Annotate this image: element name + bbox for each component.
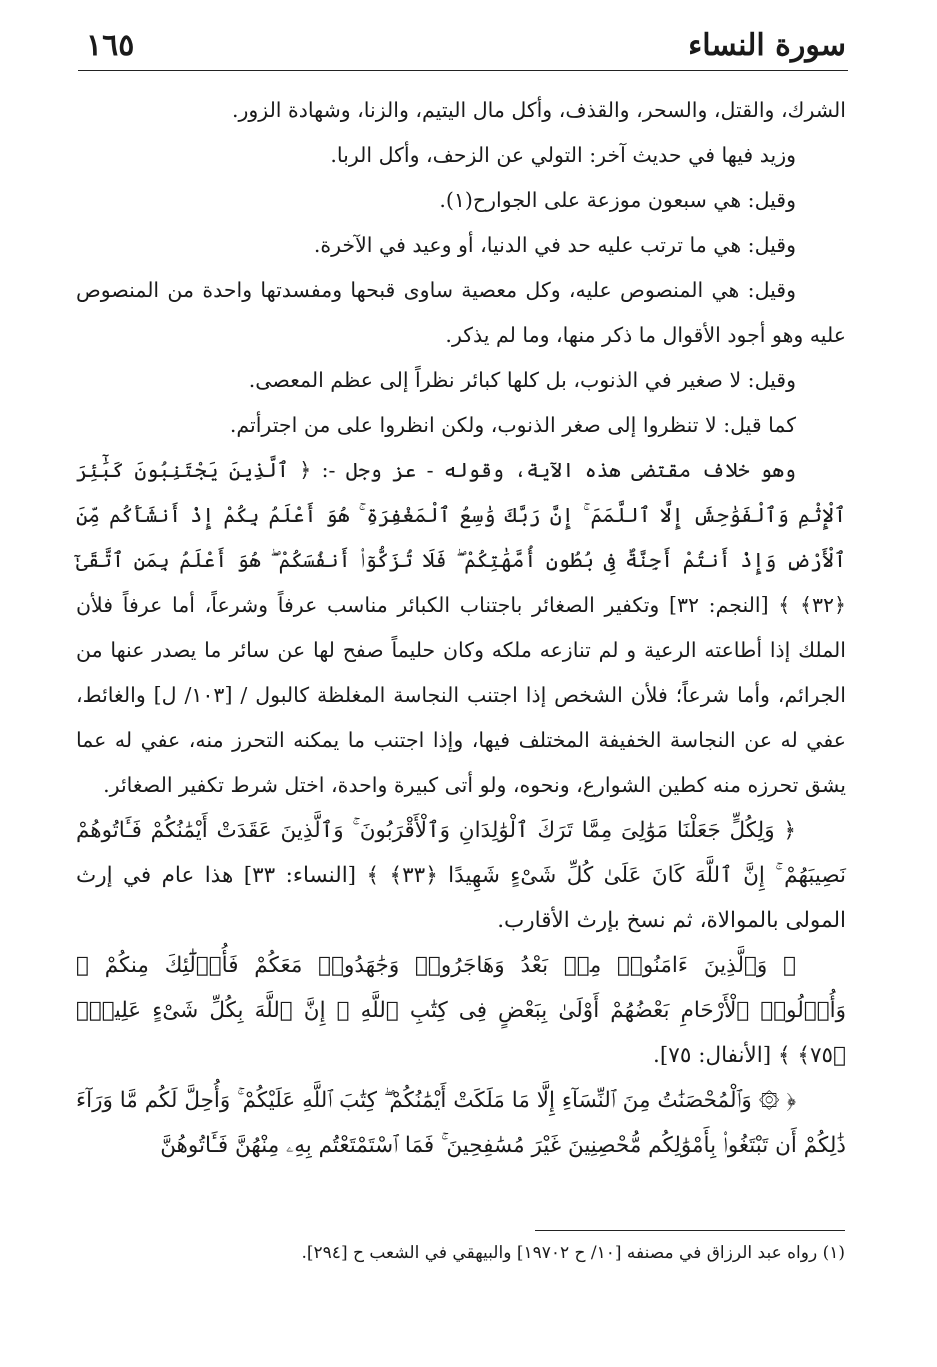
page-body xyxy=(76,88,846,1168)
paragraph-kabair-list: الشرك، والقتل، والسحر، والقذف، وأكل مال اليتيم، والزنا، وشهادة الزور. xyxy=(231,98,846,122)
paragraph-nisa-33: ﴿ وَلِكُلٍّ جَعَلْنَا مَوَٰلِىَ مِمَّا تَرَكَ ٱلْوَٰلِدَانِ وَٱلْأَقْرَبُونَ ۚ وَٱلَّذِينَ عَقَدَتْ أَيْمَٰنُكُمْ فَـَٔاتُوهُمْ نَصِيبَهُمْ ۚ إِنَّ ٱللَّهَ كَانَ عَلَىٰ كُلِّ شَىْءٍ شَهِيدًا ﴿٣٣﴾ ﴾ [النساء: ٣٣] هذا عام في إرث المولى بالموالاة، ثم نسخ بإرث الأقارب. xyxy=(76,818,846,933)
paragraph-anfal-75: ﴿ وَٱلَّذِينَ ءَامَنُوا۟ مِنۢ بَعْدُ وَهَاجَرُوا۟ وَجَٰهَدُوا۟ مَعَكُمْ فَأُو۟لَٰٓئِكَ مِنكُمْ ۚ وَأُو۟لُوا۟ ٱلْأَرْحَامِ بَعْضُهُمْ أَوْلَىٰ بِبَعْضٍ فِى كِتَٰبِ ٱللَّهِ ۗ إِنَّ ٱللَّهَ بِكُلِّ شَىْءٍ عَلِيمٌۢ ﴿٧٥﴾ ﴾ [الأنفال: ٧٥]. xyxy=(76,953,846,1068)
paragraph-seventy: وقيل: هي سبعون موزعة على الجوارح(١). xyxy=(439,188,796,212)
paragraph-hadd: وقيل: هي ما ترتب عليه حد في الدنيا، أو وعيد في الآخرة. xyxy=(313,233,796,257)
footnote-separator xyxy=(535,1230,845,1231)
page-number: ١٦٥ xyxy=(86,28,135,63)
paragraph-mansus: وقيل: هي المنصوص عليه، وكل معصية ساوى قبحها ومفسدتها واحدة من المنصوص عليه وهو أجود الأقوال ما ذكر منها، وما لم يذكر. xyxy=(76,278,846,347)
footnote: (١) رواه عبد الرزاق في مصنفه [١٠/ ح ١٩٧٠٢] والبيهقي في الشعب ح [٢٩٤]. xyxy=(301,1243,845,1263)
paragraph-nisa-24: ﴿ ۞ وَٱلْمُحْصَنَٰتُ مِنَ ٱلنِّسَآءِ إِلَّا مَا مَلَكَتْ أَيْمَٰنُكُمْ ۖ كِتَٰبَ ٱللَّهِ عَلَيْكُمْ ۚ وَأُحِلَّ لَكُم مَّا وَرَآءَ ذَٰلِكُمْ أَن تَبْتَغُوا۟ بِأَمْوَٰلِكُم مُّحْصِنِينَ غَيْرَ مُسَٰفِحِينَ ۚ فَمَا ٱسْتَمْتَعْتُم بِهِۦ مِنْهُنَّ فَـَٔاتُوهُنَّ xyxy=(76,1088,846,1158)
paragraph-added-hadith: وزيد فيها في حديث آخر: التولي عن الزحف، وأكل الربا. xyxy=(330,143,796,167)
paragraph-najm-verse: وهو خلاف مقتضى هذه الآية، وقوله - عز وجل -: ﴿ ٱلَّذِينَ يَجْتَنِبُونَ كَبَٰٓئِرَ ٱلْإِثْمِ وَٱلْفَوَٰحِشَ إِلَّا ٱللَّمَمَ ۚ إِنَّ رَبَّكَ وَٰسِعُ ٱلْمَغْفِرَةِ ۚ هُوَ أَعْلَمُ بِكُمْ إِذْ أَنشَأَكُم مِّنَ ٱلْأَرْضِ وَإِذْ أَنتُمْ أَجِنَّةٌ فِى بُطُونِ أُمَّهَٰتِكُمْ ۖ فَلَا تُزَكُّوٓا۟ أَنفُسَكُمْ ۖ هُوَ أَعْلَمُ بِمَنِ ٱتَّقَىٰٓ ﴿٣٢﴾ ﴾ [النجم: ٣٢] وتكفير الصغائر باجتناب الكبائر مناسب عرفاً وشرعاً، أما عرفاً فلأن الملك إذا أطاعته الرعية و لم تنازعه ملكه وكان حليماً صفح لها عن سائر ما يصدر عنها من الجرائم، وأما شرعاً؛ فلأن الشخص إذا اجتنب النجاسة المغلظة كالبول / [١٠٣/ ل] والغائط، عفي له عن النجاسة الخفيفة المختلف فيها، وإذا اجتنب ما يمكنه التحرز منه، عفي له عما يشق تحرزه منه كطين الشوارع، ونحوه، ولو أتى كبيرة واحدة، اختل شرط تكفير الصغائر. xyxy=(76,458,846,797)
paragraph-no-small-sins: وقيل: لا صغير في الذنوب، بل كلها كبائر نظراً إلى عظم المعصى. xyxy=(248,368,796,392)
page-header xyxy=(78,24,848,71)
paragraph-quote: كما قيل: لا تنظروا إلى صغر الذنوب، ولكن انظروا على من اجترأتم. xyxy=(229,413,796,437)
surah-title: سورة النساء xyxy=(688,28,846,63)
